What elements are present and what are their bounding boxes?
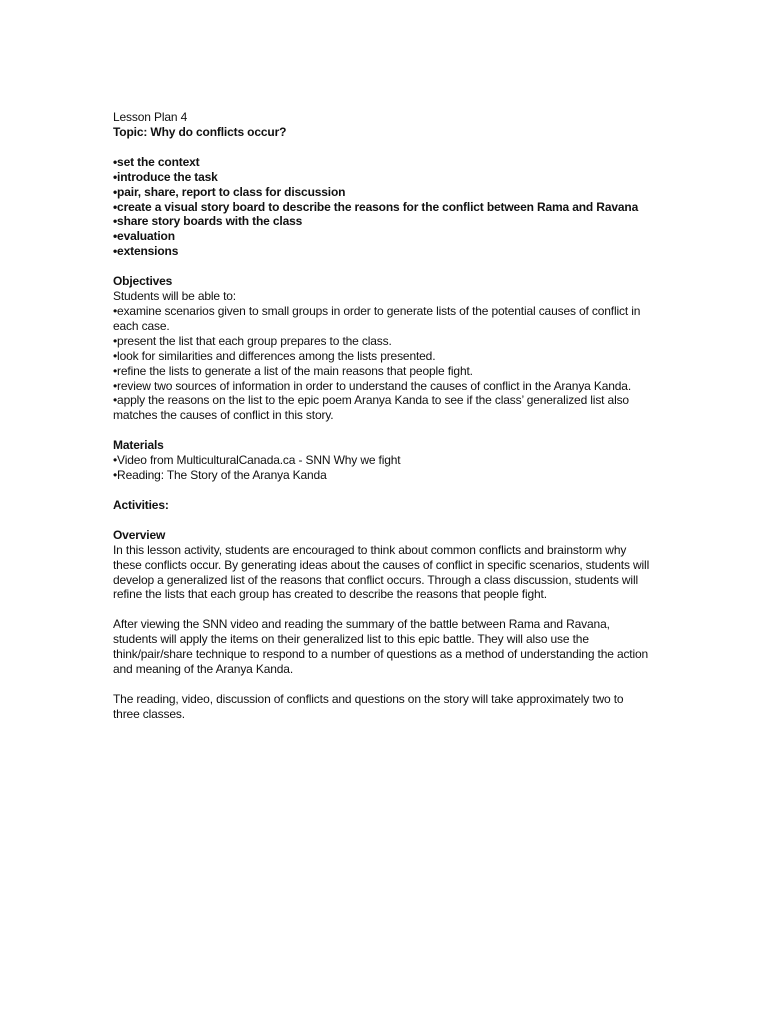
- material-item: •Reading: The Story of the Aranya Kanda: [113, 468, 327, 483]
- objective-item: •present the list that each group prepares to the class.: [113, 333, 392, 348]
- material-item: •Video from MulticulturalCanada.ca - SNN Why we fight: [113, 453, 401, 468]
- overview-paragraph: The reading, video, discussion of conflicts and questions on the story will take approximately two to three classes.: [113, 692, 624, 721]
- step-item: •introduce the task: [113, 169, 218, 184]
- step-item: •pair, share, report to class for discussion: [113, 184, 346, 199]
- materials-heading: Materials: [113, 438, 164, 453]
- spacer: [113, 259, 653, 274]
- step-item: •create a visual story board to describe the reasons for the conflict between Rama and Ravana: [113, 199, 639, 214]
- lesson-title: Lesson Plan 4: [113, 110, 188, 124]
- step-item: •extensions: [113, 244, 179, 259]
- step-item: •evaluation: [113, 229, 175, 244]
- objectives-intro: Students will be able to:: [113, 289, 236, 304]
- objective-item: •refine the lists to generate a list of the main reasons that people fight.: [113, 363, 473, 378]
- spacer: [113, 677, 653, 692]
- objectives-heading: Objectives: [113, 274, 173, 289]
- spacer: [113, 602, 653, 617]
- spacer: [113, 513, 653, 528]
- spacer: [113, 423, 653, 438]
- step-item: •set the context: [113, 154, 200, 169]
- overview-heading: Overview: [113, 527, 166, 542]
- overview-paragraph: After viewing the SNN video and reading the summary of the battle between Rama and Ravana, students will apply the items on their generalized list to this epic battle. They will also use the think/pair/share technique to respond to a number of questions as a method of understanding the action and meaning of the Aranya Kanda.: [113, 617, 649, 677]
- document-page: [113, 110, 653, 722]
- overview-paragraph: In this lesson activity, students are encouraged to think about common conflicts and brainstorm why these conflicts occur. By generating ideas about the causes of conflict in specific scenarios, students will develop a generalized list of the reasons that conflict occurs. Through a class discussion, students will refine the lists that each group has created to describe the reasons that people fight.: [113, 542, 650, 602]
- objective-item: •apply the reasons on the list to the epic poem Aranya Kanda to see if the class’ generalized list also matches the causes of conflict in this story.: [113, 393, 629, 423]
- step-item: •share story boards with the class: [113, 214, 303, 229]
- spacer: [113, 140, 653, 155]
- objective-item: •look for similarities and differences among the lists presented.: [113, 348, 436, 363]
- objective-item: •review two sources of information in order to understand the causes of conflict in the Aranya Kanda.: [113, 378, 632, 393]
- objective-item: •examine scenarios given to small groups in order to generate lists of the potential causes of conflict in each case.: [113, 303, 641, 333]
- topic-heading: Topic: Why do conflicts occur?: [113, 124, 287, 139]
- activities-heading: Activities:: [113, 497, 169, 512]
- spacer: [113, 483, 653, 498]
